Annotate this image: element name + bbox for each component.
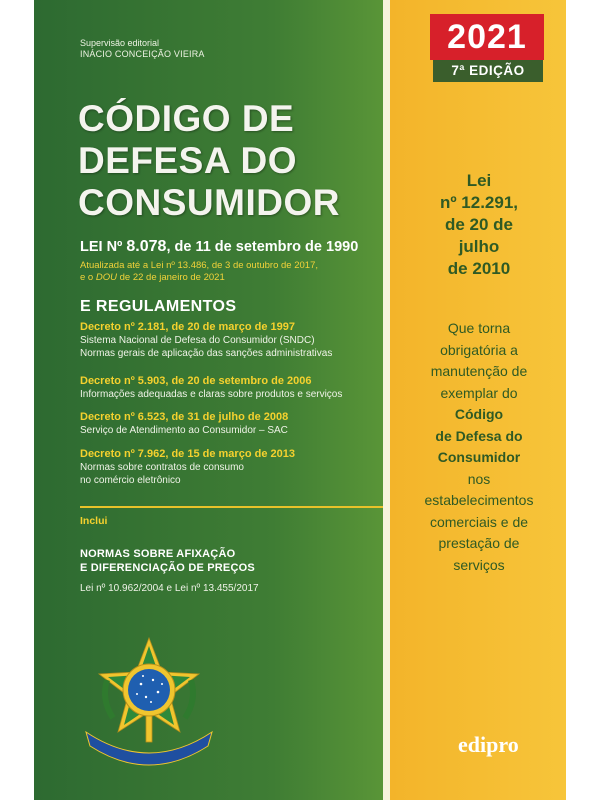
ribbon-law-line: de 2010 <box>447 259 511 278</box>
description-line: nos <box>467 470 491 487</box>
ribbon-law-line: nº 12.291, <box>439 193 519 212</box>
law-reference <box>80 238 358 256</box>
svg-text:edipro: edipro <box>458 732 519 757</box>
norms-line-2: E DIFERENCIAÇÃO DE PREÇOS <box>80 562 255 574</box>
title-line-2: DEFESA DO <box>78 140 297 181</box>
publisher-logo <box>454 730 534 760</box>
supervision-label: Supervisão editorial <box>80 38 160 48</box>
description-line: comerciais e de <box>429 513 529 530</box>
description-bold-line: de Defesa do <box>435 427 523 444</box>
decree-item <box>80 320 400 360</box>
coat-of-arms-icon <box>74 628 224 768</box>
description-bold-line: Consumidor <box>437 449 521 465</box>
ribbon-law-line: de 20 de <box>444 215 514 234</box>
update-line-1: Atualizada até a Lei nº 13.486, de 3 de outubro de 2017, <box>80 260 318 271</box>
decree-text: Serviço de Atendimento ao Consumidor – SAC <box>80 425 288 436</box>
included-laws: Lei nº 10.962/2004 e Lei nº 13.455/2017 <box>80 583 259 594</box>
edition-year-badge: 2021 <box>430 14 544 60</box>
description-line: prestação de <box>438 535 520 551</box>
ribbon-description <box>404 318 554 576</box>
decree-title: Decreto nº 5.903, de 20 de setembro de 2006 <box>80 375 312 387</box>
decree-item <box>80 447 400 487</box>
book-cover <box>34 0 566 800</box>
includes-label: Inclui <box>80 515 108 527</box>
editorial-supervision <box>80 38 205 60</box>
decree-item <box>80 374 400 401</box>
ribbon-law-line: julho <box>458 237 500 256</box>
ribbon-border <box>383 0 390 800</box>
norms-line-1: NORMAS SOBRE AFIXAÇÃO <box>80 548 236 560</box>
ribbon-law-line: Lei <box>466 171 492 190</box>
description-line: estabelecimentos <box>424 492 534 508</box>
decree-item <box>80 410 400 437</box>
description-bold-line: Código <box>454 406 504 422</box>
book-title <box>78 98 398 224</box>
update-line-2: e o DOU de 22 de janeiro de 2021 <box>80 272 225 283</box>
description-line: obrigatória a <box>440 341 518 358</box>
update-note <box>80 260 380 284</box>
decree-text: Informações adequadas e claras sobre produtos e serviços <box>80 389 343 400</box>
law-date: , de 11 de setembro de 1990 <box>166 239 359 255</box>
regulations-heading: E REGULAMENTOS <box>80 298 237 315</box>
included-norms-heading <box>80 547 255 575</box>
title-line-3: CONSUMIDOR <box>78 182 340 223</box>
decree-text: Sistema Nacional de Defesa do Consumidor (SNDC) <box>80 335 315 346</box>
description-line: serviços <box>453 556 505 573</box>
decree-text: no comércio eletrônico <box>80 475 181 486</box>
supervisor-name: INÁCIO CONCEIÇÃO VIEIRA <box>80 49 205 59</box>
law-number: 8.078 <box>126 238 167 255</box>
description-line: manutenção de <box>430 363 528 379</box>
edition-badge: 7ª EDIÇÃO <box>433 60 543 82</box>
title-line-1: CÓDIGO DE <box>78 98 295 139</box>
divider <box>80 506 384 508</box>
description-line: Que torna <box>447 320 511 336</box>
decree-text: Normas sobre contratos de consumo <box>80 462 244 473</box>
decree-text: Normas gerais de aplicação das sanções administrativas <box>80 348 333 359</box>
description-line: exemplar do <box>440 384 518 401</box>
ribbon-law-reference <box>408 170 550 280</box>
decree-title: Decreto nº 7.962, de 15 de março de 2013 <box>80 448 295 460</box>
decree-title: Decreto nº 6.523, de 31 de julho de 2008 <box>80 411 289 423</box>
decree-title: Decreto nº 2.181, de 20 de março de 1997 <box>80 321 295 333</box>
law-prefix: LEI Nº <box>80 239 127 255</box>
